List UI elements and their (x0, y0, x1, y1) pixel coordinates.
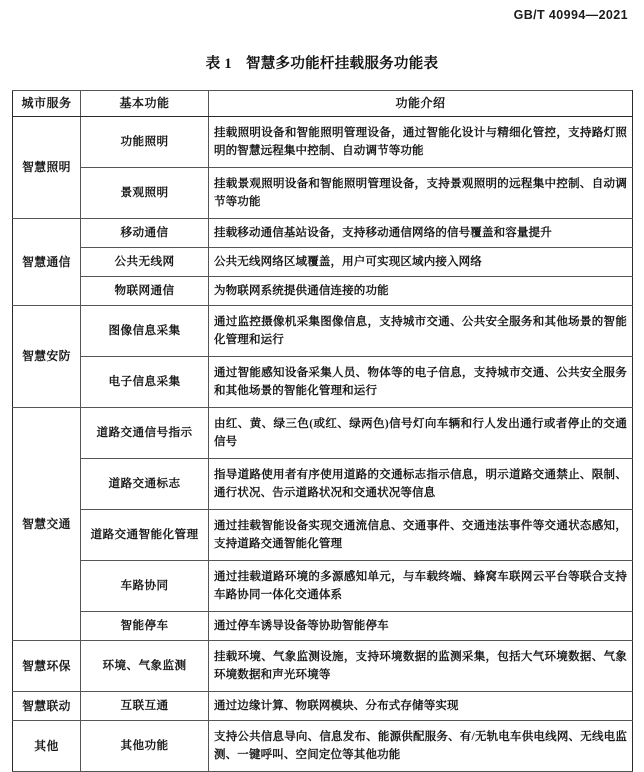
function-description-cell: 为物联网系统提供通信连接的功能 (209, 277, 633, 306)
basic-function-cell: 道路交通信号指示 (81, 408, 209, 459)
basic-function-cell: 其他功能 (81, 721, 209, 772)
table-row (13, 219, 633, 248)
table-row (13, 277, 633, 306)
table-row (13, 408, 633, 459)
column-header-function-description: 功能介绍 (209, 91, 633, 117)
service-category-cell: 智慧照明 (13, 117, 81, 219)
table-row (13, 510, 633, 561)
function-description-cell: 通过挂载道路环境的多源感知单元，与车载终端、蜂窝车联网云平台等联合支持车路协同一体化交通体系 (209, 561, 633, 612)
table-row (13, 692, 633, 721)
basic-function-cell: 互联互通 (81, 692, 209, 721)
standard-number-header: GB/T 40994—2021 (513, 8, 628, 22)
function-description-cell: 挂载照明设备和智能照明管理设备，通过智能化设计与精细化管控，支持路灯照明的智慧远程集中控制、自动调节等功能 (209, 117, 633, 168)
table-row (13, 641, 633, 692)
basic-function-cell: 移动通信 (81, 219, 209, 248)
basic-function-cell: 景观照明 (81, 168, 209, 219)
table-caption-number: 表 1 (205, 56, 232, 72)
function-description-cell: 挂载移动通信基站设备，支持移动通信网络的信号覆盖和容量提升 (209, 219, 633, 248)
function-description-cell: 支持公共信息导向、信息发布、能源供配服务、有/无轨电车供电线网、无线电监测、一键呼叫、空间定位等其他功能 (209, 721, 633, 772)
table-row (13, 168, 633, 219)
table-header-row (13, 91, 633, 117)
basic-function-cell: 物联网通信 (81, 277, 209, 306)
function-description-cell: 通过监控摄像机采集图像信息，支持城市交通、公共安全服务和其他场景的智能化管理和运行 (209, 306, 633, 357)
basic-function-cell: 环境、气象监测 (81, 641, 209, 692)
table-row (13, 459, 633, 510)
table-header (13, 91, 633, 117)
table-row (13, 721, 633, 772)
service-category-cell: 智慧交通 (13, 408, 81, 641)
basic-function-cell: 道路交通标志 (81, 459, 209, 510)
service-category-cell: 智慧环保 (13, 641, 81, 692)
column-header-basic-function: 基本功能 (81, 91, 209, 117)
function-description-cell: 公共无线网络区域覆盖，用户可实现区域内接入网络 (209, 248, 633, 277)
basic-function-cell: 智能停车 (81, 612, 209, 641)
table-row (13, 561, 633, 612)
basic-function-cell: 车路协同 (81, 561, 209, 612)
table-caption (0, 52, 644, 73)
function-table-container (12, 90, 632, 772)
function-description-cell: 挂载环境、气象监测设施，支持环境数据的监测采集，包括大气环境数据、气象环境数据和声光环境等 (209, 641, 633, 692)
function-description-cell: 通过边缘计算、物联网模块、分布式存储等实现 (209, 692, 633, 721)
service-category-cell: 智慧联动 (13, 692, 81, 721)
basic-function-cell: 功能照明 (81, 117, 209, 168)
service-category-cell: 智慧通信 (13, 219, 81, 306)
service-category-cell: 智慧安防 (13, 306, 81, 408)
function-table (12, 90, 633, 772)
basic-function-cell: 道路交通智能化管理 (81, 510, 209, 561)
basic-function-cell: 电子信息采集 (81, 357, 209, 408)
table-row (13, 612, 633, 641)
basic-function-cell: 图像信息采集 (81, 306, 209, 357)
table-body (13, 117, 633, 772)
function-description-cell: 通过智能感知设备采集人员、物体等的电子信息，支持城市交通、公共安全服务和其他场景的智能化管理和运行 (209, 357, 633, 408)
function-description-cell: 由红、黄、绿三色(或红、绿两色)信号灯向车辆和行人发出通行或者停止的交通信号 (209, 408, 633, 459)
basic-function-cell: 公共无线网 (81, 248, 209, 277)
service-category-cell: 其他 (13, 721, 81, 772)
column-header-city-service: 城市服务 (13, 91, 81, 117)
function-description-cell: 通过挂载智能设备实现交通流信息、交通事件、交通违法事件等交通状态感知，支持道路交通智能化管理 (209, 510, 633, 561)
function-description-cell: 挂载景观照明设备和智能照明管理设备，支持景观照明的远程集中控制、自动调节等功能 (209, 168, 633, 219)
table-caption-title: 智慧多功能杆挂载服务功能表 (245, 56, 439, 72)
function-description-cell: 通过停车诱导设备等协助智能停车 (209, 612, 633, 641)
table-row (13, 117, 633, 168)
table-row (13, 357, 633, 408)
table-row (13, 306, 633, 357)
function-description-cell: 指导道路使用者有序使用道路的交通标志指示信息，明示道路交通禁止、限制、通行状况、告示道路状况和交通状况等信息 (209, 459, 633, 510)
table-row (13, 248, 633, 277)
